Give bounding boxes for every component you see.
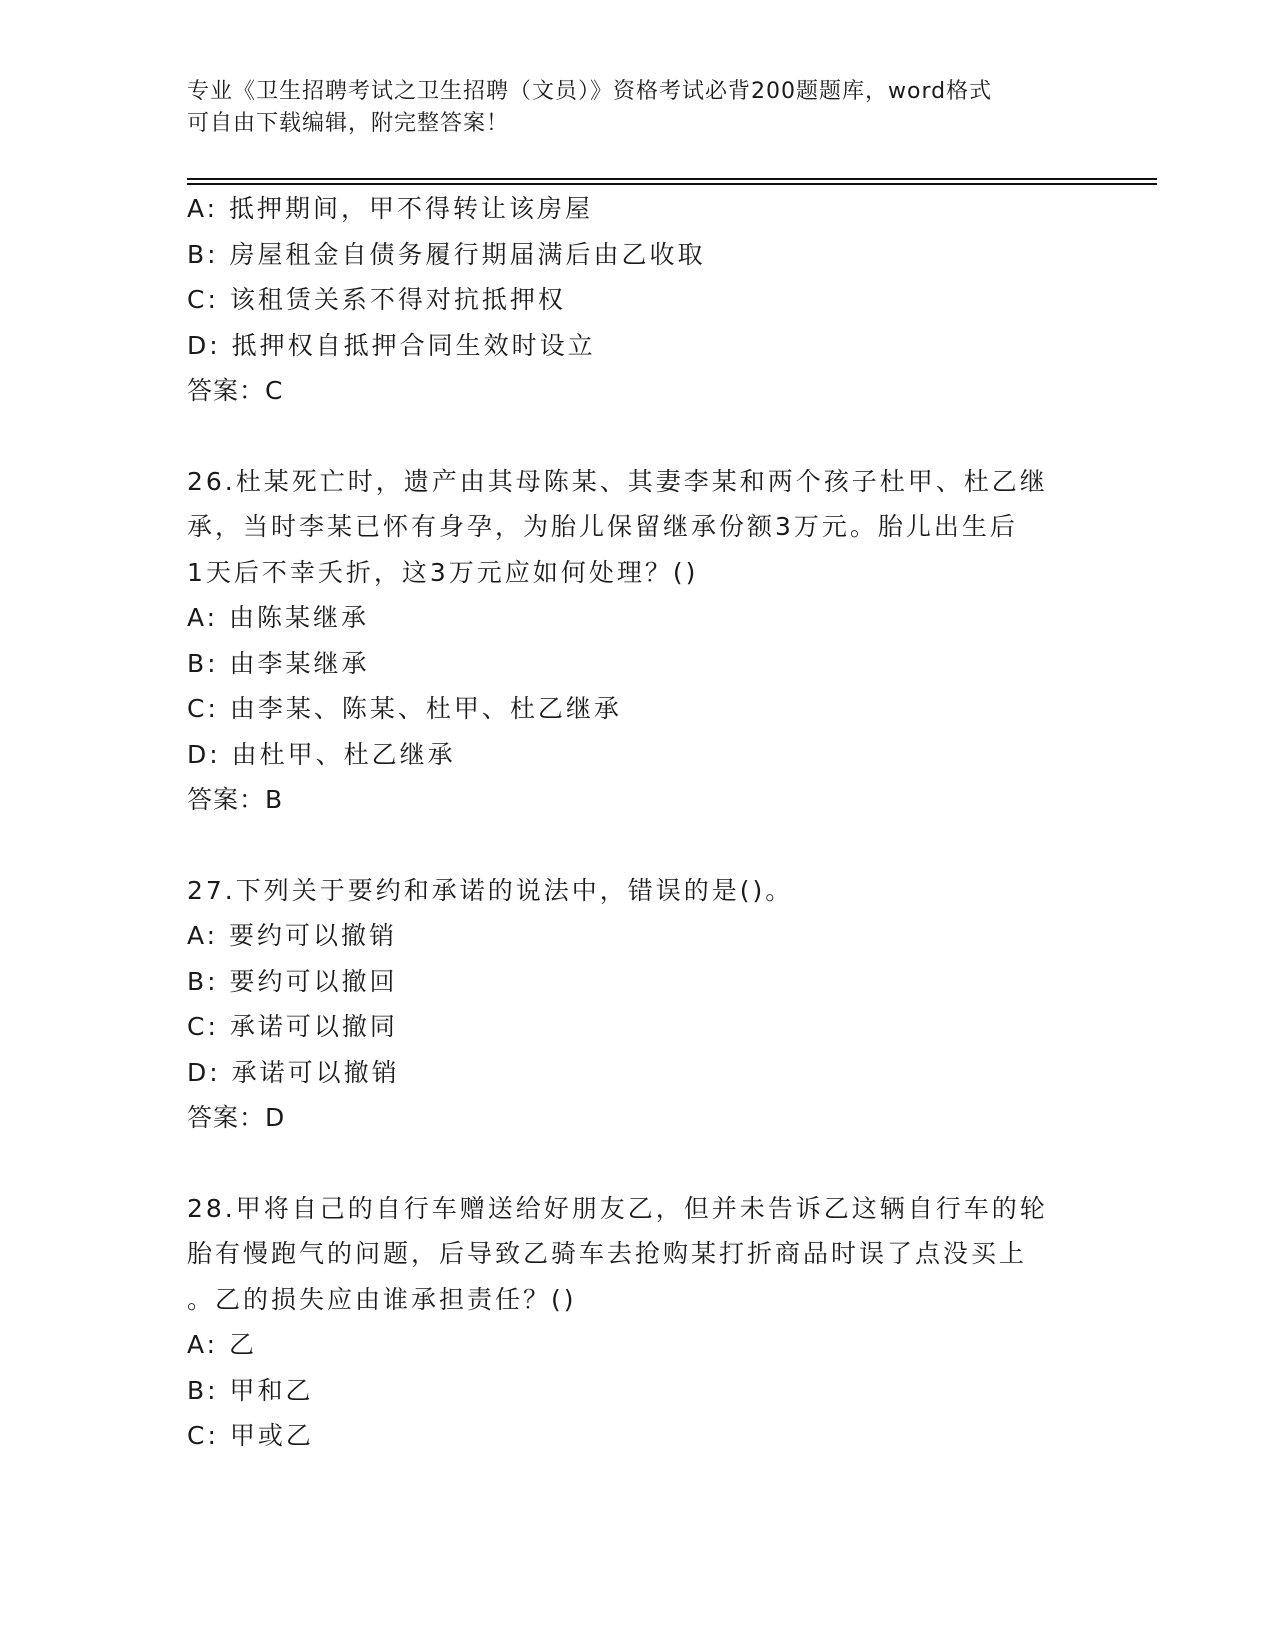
question-list (187, 186, 1087, 1459)
stem-line: 。乙的损失应由谁承担责任？() (187, 1284, 577, 1314)
header-divider-bottom (187, 183, 1157, 185)
stem-line: 27.下列关于要约和承诺的说法中，错误的是()。 (187, 875, 794, 905)
document-header (187, 76, 1087, 140)
option-b: B: 房屋租金自债务履行期届满后由乙收取 (187, 239, 706, 269)
option-c: C: 该租赁关系不得对抗抵押权 (187, 285, 566, 314)
stem-line: 承，当时李某已怀有身孕，为胎儿保留继承份额3万元。胎儿出生后 (187, 512, 1018, 541)
stem-line: 26.杜某死亡时，遗产由其母陈某、其妻李某和两个孩子杜甲、杜乙继 (187, 466, 1048, 496)
option-c: C: 由李某、陈某、杜甲、杜乙继承 (187, 694, 622, 723)
stem-line: 1天后不幸夭折，这3万元应如何处理？() (187, 557, 699, 587)
option-d: D: 抵押权自抵押合同生效时设立 (187, 330, 596, 360)
header-divider-top (187, 178, 1157, 180)
answer-line: 答案：B (187, 785, 284, 814)
option-b: B: 甲和乙 (187, 1375, 314, 1405)
question-stem (187, 459, 1087, 596)
question-26 (187, 459, 1087, 823)
option-a: A: 要约可以撤销 (187, 921, 398, 950)
option-a: A: 抵押期间，甲不得转让该房屋 (187, 194, 594, 223)
option-a: A: 由陈某继承 (187, 603, 370, 632)
option-c: C: 甲或乙 (187, 1421, 314, 1450)
header-title-line-1: 专业《卫生招聘考试之卫生招聘（文员）》资格考试必背200题题库，word格式 (187, 79, 993, 104)
question-spacer (187, 823, 1087, 868)
answer-line: 答案：D (187, 1103, 286, 1132)
option-c: C: 承诺可以撤同 (187, 1012, 398, 1041)
option-b: B: 要约可以撤回 (187, 966, 398, 996)
question-spacer (187, 414, 1087, 459)
question-25 (187, 186, 1087, 414)
question-stem (187, 868, 1087, 914)
option-d: D: 承诺可以撤销 (187, 1057, 400, 1087)
stem-line: 胎有慢跑气的问题，后导致乙骑车去抢购某打折商品时误了点没买上 (187, 1239, 1028, 1268)
answer-line: 答案：C (187, 376, 284, 405)
header-title-line-2: 可自由下载编辑，附完整答案！ (187, 111, 510, 136)
question-stem (187, 1186, 1087, 1323)
question-spacer (187, 1141, 1087, 1186)
option-d: D: 由杜甲、杜乙继承 (187, 739, 456, 769)
option-b: B: 由李某继承 (187, 648, 370, 678)
question-27 (187, 868, 1087, 1141)
stem-line: 28.甲将自己的自行车赠送给好朋友乙，但并未告诉乙这辆自行车的轮 (187, 1193, 1048, 1223)
option-a: A: 乙 (187, 1330, 258, 1359)
question-28 (187, 1186, 1087, 1459)
